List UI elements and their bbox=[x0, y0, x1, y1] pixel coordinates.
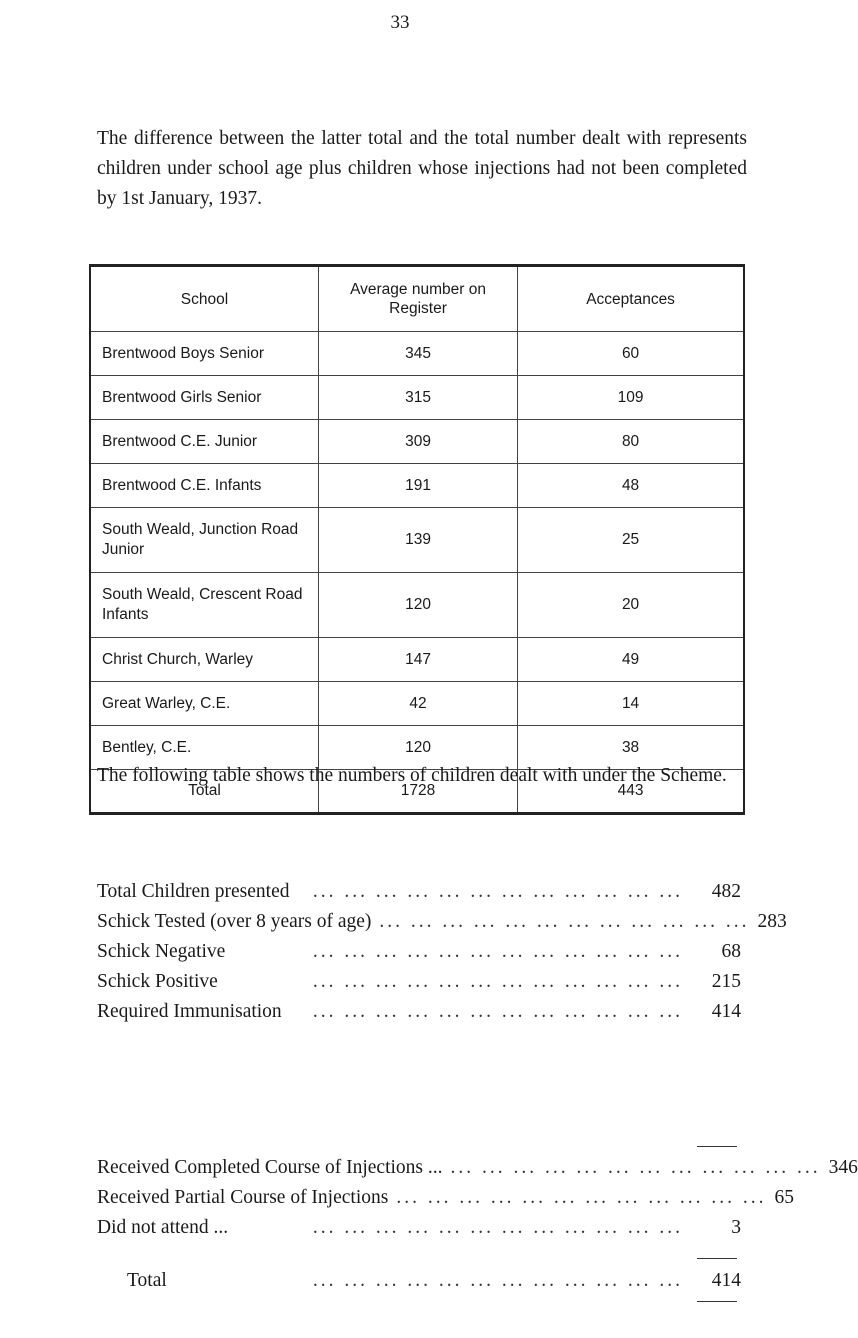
acceptances: 49 bbox=[518, 638, 744, 682]
leader-dots: ... ... ... ... ... ... ... ... ... ... ... ... bbox=[312, 941, 683, 962]
school-name: Brentwood C.E. Junior bbox=[90, 420, 318, 464]
stat-value: 283 bbox=[757, 911, 787, 932]
scheme-stats-group-2 bbox=[97, 1153, 858, 1243]
stat-label: Received Partial Course of Injections bbox=[97, 1187, 389, 1208]
stat-value: 414 bbox=[711, 1001, 741, 1022]
stat-label: Required Immunisation bbox=[97, 1001, 282, 1022]
school-name: South Weald, Crescent Road Infants bbox=[90, 573, 318, 638]
table-row bbox=[90, 332, 744, 376]
total-label: Total bbox=[90, 770, 318, 814]
stat-row-total bbox=[97, 1266, 741, 1296]
stat-row bbox=[97, 907, 787, 937]
stat-row bbox=[97, 1213, 741, 1243]
school-name: Great Warley, C.E. bbox=[90, 682, 318, 726]
page-number: 33 bbox=[390, 12, 410, 33]
stat-label: Schick Tested (over 8 years of age) bbox=[97, 911, 372, 932]
average-register: 120 bbox=[318, 726, 517, 770]
header-average-register: Average number on Register bbox=[318, 266, 517, 332]
school-name: Brentwood Boys Senior bbox=[90, 332, 318, 376]
school-name: South Weald, Junction Road Junior bbox=[90, 508, 318, 573]
acceptances: 25 bbox=[518, 508, 744, 573]
stat-value: 68 bbox=[721, 941, 741, 962]
average-register: 345 bbox=[318, 332, 517, 376]
stat-row bbox=[97, 937, 741, 967]
school-name: Bentley, C.E. bbox=[90, 726, 318, 770]
average-register: 147 bbox=[318, 638, 517, 682]
header-school: School bbox=[90, 266, 318, 332]
average-register: 139 bbox=[318, 508, 517, 573]
average-register: 191 bbox=[318, 464, 517, 508]
acceptances: 14 bbox=[518, 682, 744, 726]
total-average-register: 1728 bbox=[318, 770, 517, 814]
stat-label: Schick Positive bbox=[97, 971, 218, 992]
stat-value: 346 bbox=[828, 1157, 858, 1178]
school-acceptances-table bbox=[89, 264, 745, 815]
scheme-stats-group-1 bbox=[97, 877, 787, 1027]
leader-dots: ... ... ... ... ... ... ... ... ... ... ... ... bbox=[312, 1001, 683, 1022]
stat-value: 482 bbox=[711, 881, 741, 902]
school-name: Christ Church, Warley bbox=[90, 638, 318, 682]
leader-dots: ... ... ... ... ... ... ... ... ... ... ... ... bbox=[312, 1270, 683, 1291]
acceptances: 38 bbox=[518, 726, 744, 770]
table-row bbox=[90, 376, 744, 420]
total-acceptances: 443 bbox=[518, 770, 744, 814]
leader-dots: ... ... ... ... ... ... ... ... ... ... ... ... bbox=[379, 911, 750, 932]
school-name: Brentwood Girls Senior bbox=[90, 376, 318, 420]
stat-label: Total Children presented bbox=[97, 881, 290, 902]
total-rule-bottom bbox=[697, 1301, 737, 1302]
school-name: Brentwood C.E. Infants bbox=[90, 464, 318, 508]
header-acceptances: Acceptances bbox=[518, 266, 744, 332]
leader-dots: ... ... ... ... ... ... ... ... ... ... ... ... bbox=[312, 971, 683, 992]
stat-row bbox=[97, 1183, 794, 1213]
stat-total-value: 414 bbox=[711, 1270, 741, 1291]
stat-value: 3 bbox=[731, 1217, 741, 1238]
average-register: 120 bbox=[318, 573, 517, 638]
stat-label: Schick Negative bbox=[97, 941, 226, 962]
table-row bbox=[90, 638, 744, 682]
stat-value: 215 bbox=[711, 971, 741, 992]
stat-row bbox=[97, 997, 741, 1027]
stat-total-label: Total bbox=[127, 1270, 167, 1291]
table-row bbox=[90, 464, 744, 508]
intro-paragraph: The difference between the latter total and the total number dealt with represents children under school age plus children whose injections had not been completed by 1st January, 1937. bbox=[97, 128, 747, 209]
acceptances: 109 bbox=[518, 376, 744, 420]
table-header-row bbox=[90, 266, 744, 332]
table-row bbox=[90, 508, 744, 573]
table-row bbox=[90, 573, 744, 638]
table-row bbox=[90, 682, 744, 726]
stat-row bbox=[97, 967, 741, 997]
average-register: 315 bbox=[318, 376, 517, 420]
average-register: 42 bbox=[318, 682, 517, 726]
acceptances: 80 bbox=[518, 420, 744, 464]
stat-label: Did not attend ... bbox=[97, 1217, 229, 1238]
average-register: 309 bbox=[318, 420, 517, 464]
table-row bbox=[90, 420, 744, 464]
total-rule-top bbox=[697, 1258, 737, 1259]
stat-value: 65 bbox=[774, 1187, 794, 1208]
subtotal-rule bbox=[697, 1146, 737, 1147]
acceptances: 48 bbox=[518, 464, 744, 508]
leader-dots: ... ... ... ... ... ... ... ... ... ... ... ... bbox=[396, 1187, 767, 1208]
acceptances: 20 bbox=[518, 573, 744, 638]
acceptances: 60 bbox=[518, 332, 744, 376]
leader-dots: ... ... ... ... ... ... ... ... ... ... ... ... bbox=[312, 881, 683, 902]
following-paragraph: The following table shows the numbers of children dealt with under the Scheme. bbox=[97, 765, 727, 786]
stat-label: Received Completed Course of Injections ... bbox=[97, 1157, 443, 1178]
leader-dots: ... ... ... ... ... ... ... ... ... ... ... ... bbox=[312, 1217, 683, 1238]
stat-row bbox=[97, 877, 741, 907]
leader-dots: ... ... ... ... ... ... ... ... ... ... ... ... bbox=[450, 1157, 821, 1178]
scheme-stats-total bbox=[97, 1266, 741, 1296]
stat-row bbox=[97, 1153, 858, 1183]
